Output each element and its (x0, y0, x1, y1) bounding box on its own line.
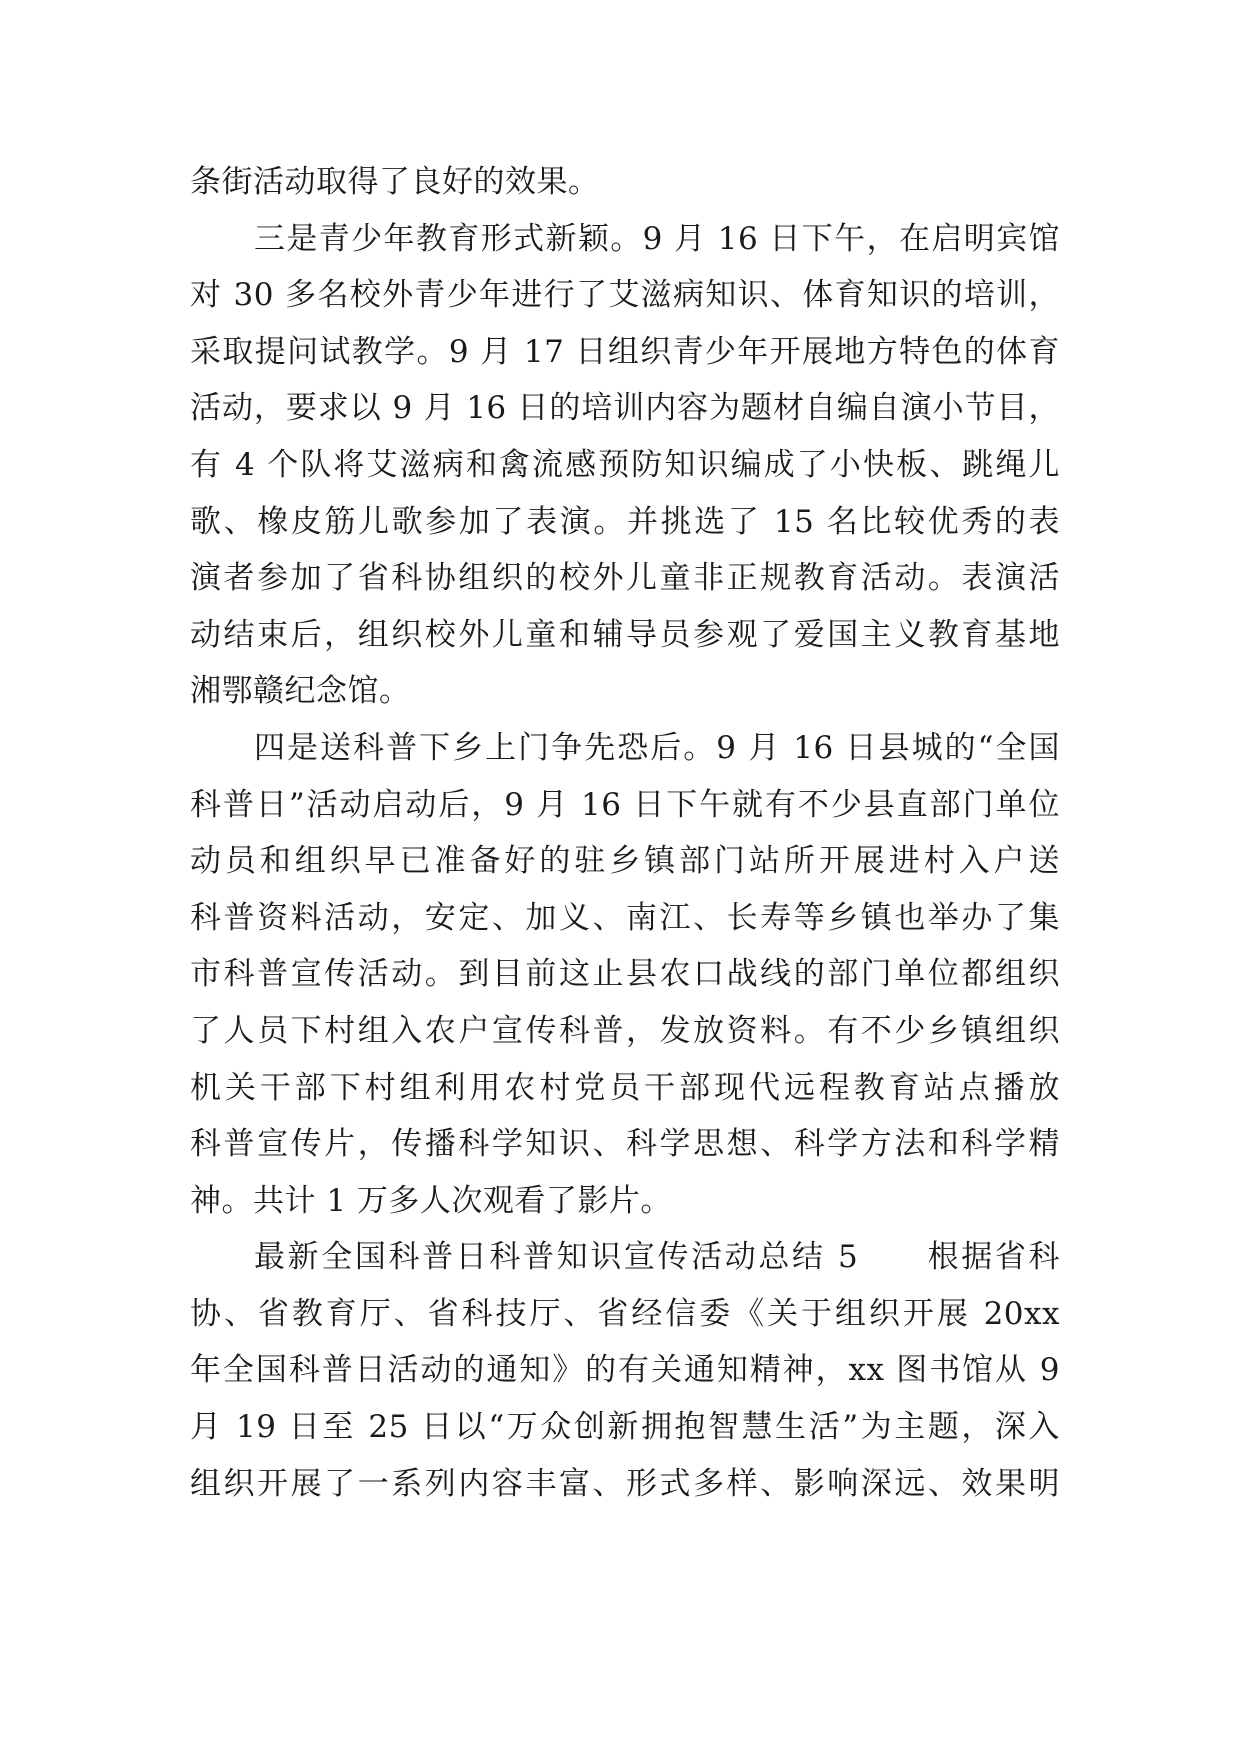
text-line: 歌、橡皮筋儿歌参加了表演。并挑选了 15 名比较优秀的表 (190, 503, 1060, 540)
text-line: 年全国科普日活动的通知》的有关通知精神，xx 图书馆从 9 (190, 1352, 1060, 1389)
text-line: 协、省教育厅、省科技厅、省经信委《关于组织开展 20xx (190, 1295, 1060, 1332)
text-line: 对 30 多名校外青少年进行了艾滋病知识、体育知识的培训， (190, 277, 1060, 314)
text-line: 动员和组织早已准备好的驻乡镇部门站所开展进村入户送 (190, 843, 1060, 880)
text-line: 月 19 日至 25 日以“万众创新拥抱智慧生活”为主题，深入 (190, 1409, 1060, 1446)
text-line: 市科普宣传活动。到目前这止县农口战线的部门单位都组织 (190, 956, 1060, 993)
text-line: 采取提问试教学。9 月 17 日组织青少年开展地方特色的体育 (190, 333, 1060, 370)
paragraph-first-line: 最新全国科普日科普知识宣传活动总结 5 根据省科 (254, 1239, 1060, 1276)
text-line: 动结束后，组织校外儿童和辅导员参观了爱国主义教育基地 (190, 616, 1060, 653)
text-line: 演者参加了省科协组织的校外儿童非正规教育活动。表演活 (190, 560, 1060, 597)
text-line: 了人员下村组入农户宣传科普，发放资料。有不少乡镇组织 (190, 1012, 1060, 1049)
text-line: 有 4 个队将艾滋病和禽流感预防知识编成了小快板、跳绳儿 (190, 446, 1060, 483)
text-line: 组织开展了一系列内容丰富、形式多样、影响深远、效果明 (190, 1465, 1060, 1502)
text-line: 科普资料活动，安定、加义、南江、长寿等乡镇也举办了集 (190, 899, 1060, 936)
text-line: 湘鄂赣纪念馆。 (190, 673, 411, 710)
text-line: 机关干部下村组利用农村党员干部现代远程教育站点播放 (190, 1069, 1060, 1106)
text-line: 科普宣传片，传播科学知识、科学思想、科学方法和科学精 (190, 1126, 1060, 1163)
paragraph-first-line: 四是送科普下乡上门争先恐后。9 月 16 日县城的“全国 (254, 729, 1060, 766)
text-line: 条街活动取得了良好的效果。 (190, 164, 600, 200)
text-line: 神。共计 1 万多人次观看了影片。 (190, 1182, 672, 1219)
paragraph-first-line: 三是青少年教育形式新颖。9 月 16 日下午，在启明宾馆 (254, 220, 1060, 257)
body-text (190, 154, 1060, 1512)
text-line: 活动，要求以 9 月 16 日的培训内容为题材自编自演小节目， (190, 390, 1060, 427)
text-line: 科普日”活动启动后，9 月 16 日下午就有不少县直部门单位 (190, 786, 1060, 823)
